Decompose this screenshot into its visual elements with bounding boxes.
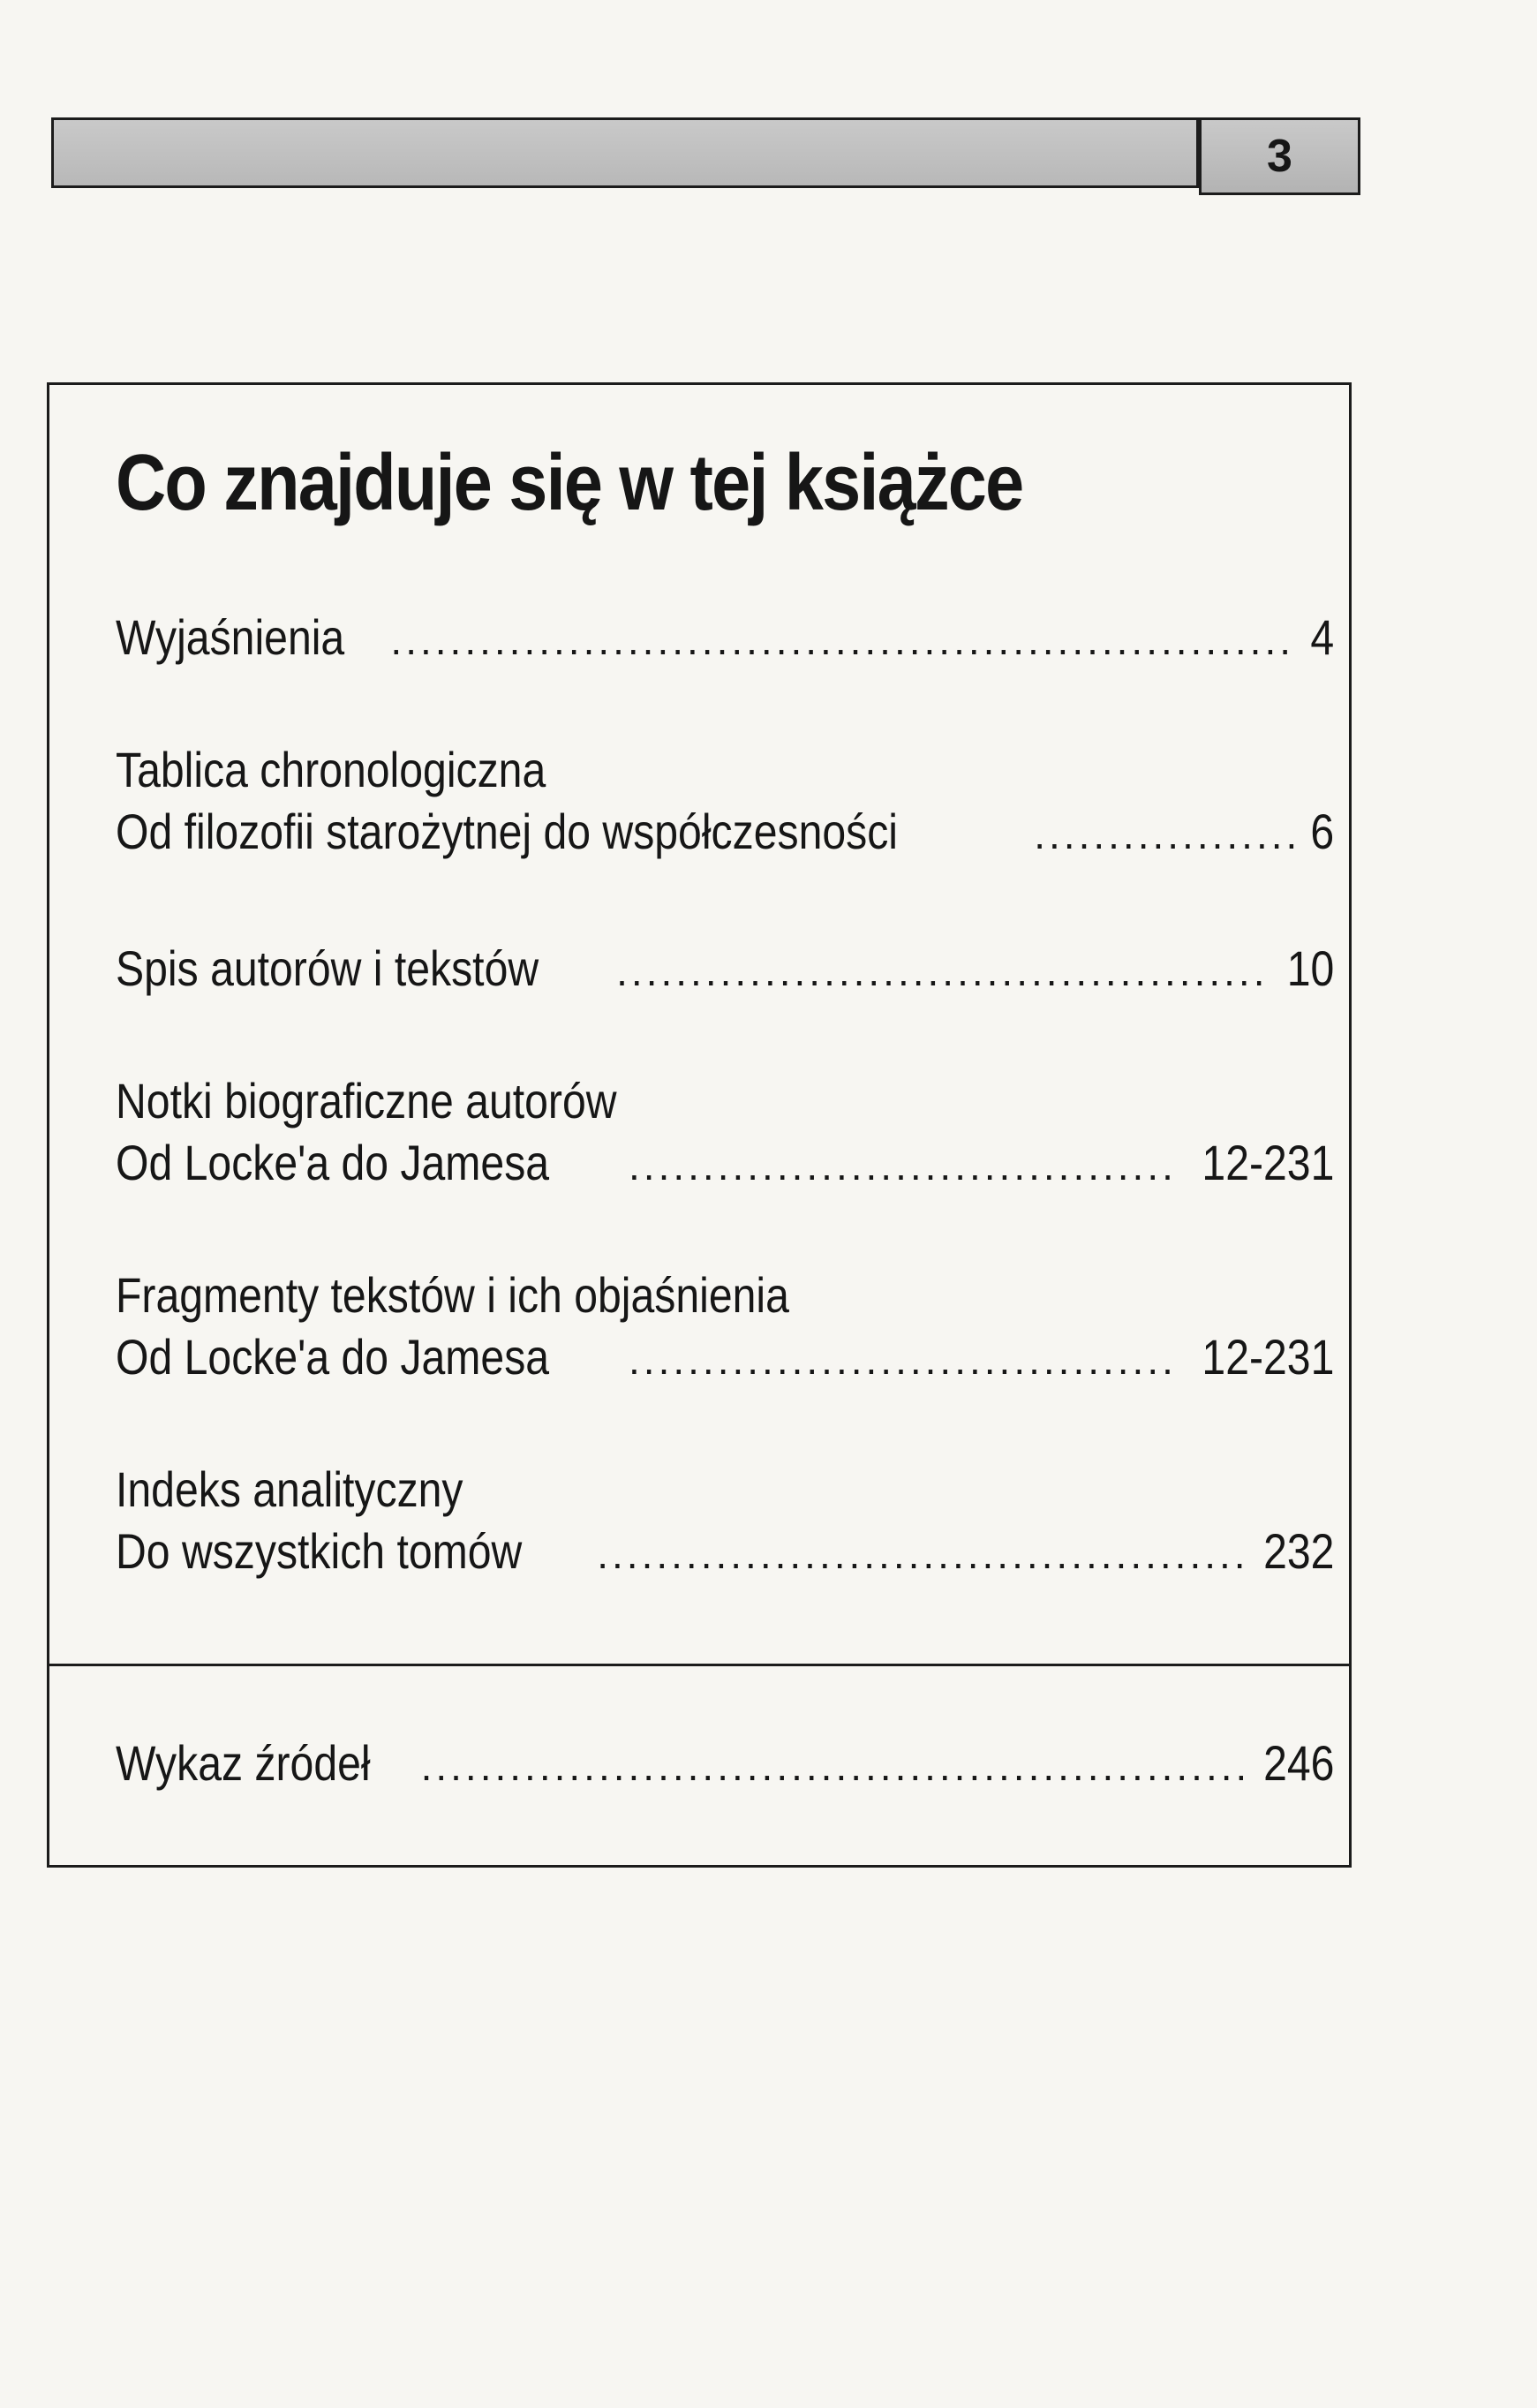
toc-entry-page: 12-231	[1202, 1135, 1334, 1190]
dot-leader	[629, 1332, 1172, 1387]
toc-entry-fragments[interactable]	[116, 1330, 1334, 1385]
toc-entry-page: 232	[1262, 1523, 1334, 1579]
toc-entry-page: 10	[1286, 940, 1334, 996]
toc-entry-label: Od Locke'a do Jamesa	[116, 1329, 550, 1385]
toc-entry-page: 6	[1310, 804, 1334, 859]
dot-leader	[597, 1527, 1242, 1581]
dot-leader	[616, 944, 1270, 999]
toc-entry-label: Od filozofii starożytnej do współczesności	[116, 804, 899, 859]
dot-leader	[421, 1739, 1243, 1793]
toc-entry-page: 246	[1262, 1735, 1334, 1791]
toc-entry-heading: Fragmenty tekstów i ich objaśnienia	[116, 1267, 789, 1323]
dot-leader	[390, 613, 1297, 668]
header-bar	[51, 117, 1199, 188]
toc-entry-page: 12-231	[1202, 1329, 1334, 1385]
toc-entry-sources[interactable]	[116, 1736, 1334, 1791]
toc-entry-index[interactable]	[116, 1524, 1334, 1579]
toc-entry-heading: Notki biograficzne autorów	[116, 1073, 617, 1129]
toc-entry-label: Spis autorów i tekstów	[116, 940, 539, 996]
toc-entry-label: Wyjaśnienia	[116, 609, 345, 665]
toc-entry-label: Od Locke'a do Jamesa	[116, 1135, 550, 1190]
toc-entry-explanations[interactable]	[116, 610, 1334, 665]
toc-entry-page: 4	[1310, 609, 1334, 665]
dot-leader	[1034, 807, 1298, 862]
section-divider	[49, 1664, 1349, 1666]
toc-entry-authors-list[interactable]	[116, 941, 1334, 996]
toc-entry-chronology[interactable]	[116, 804, 1334, 859]
toc-entry-biographies[interactable]	[116, 1136, 1334, 1190]
toc-entry-label: Do wszystkich tomów	[116, 1523, 523, 1579]
dot-leader	[629, 1138, 1172, 1193]
table-of-contents	[47, 382, 1352, 1868]
toc-entry-heading: Indeks analityczny	[116, 1461, 463, 1517]
toc-entry-heading: Tablica chronologiczna	[116, 742, 546, 797]
toc-entry-label: Wykaz źródeł	[116, 1735, 371, 1791]
page-title: Co znajduje się w tej książce	[116, 439, 1023, 527]
page-number: 3	[1199, 117, 1360, 195]
